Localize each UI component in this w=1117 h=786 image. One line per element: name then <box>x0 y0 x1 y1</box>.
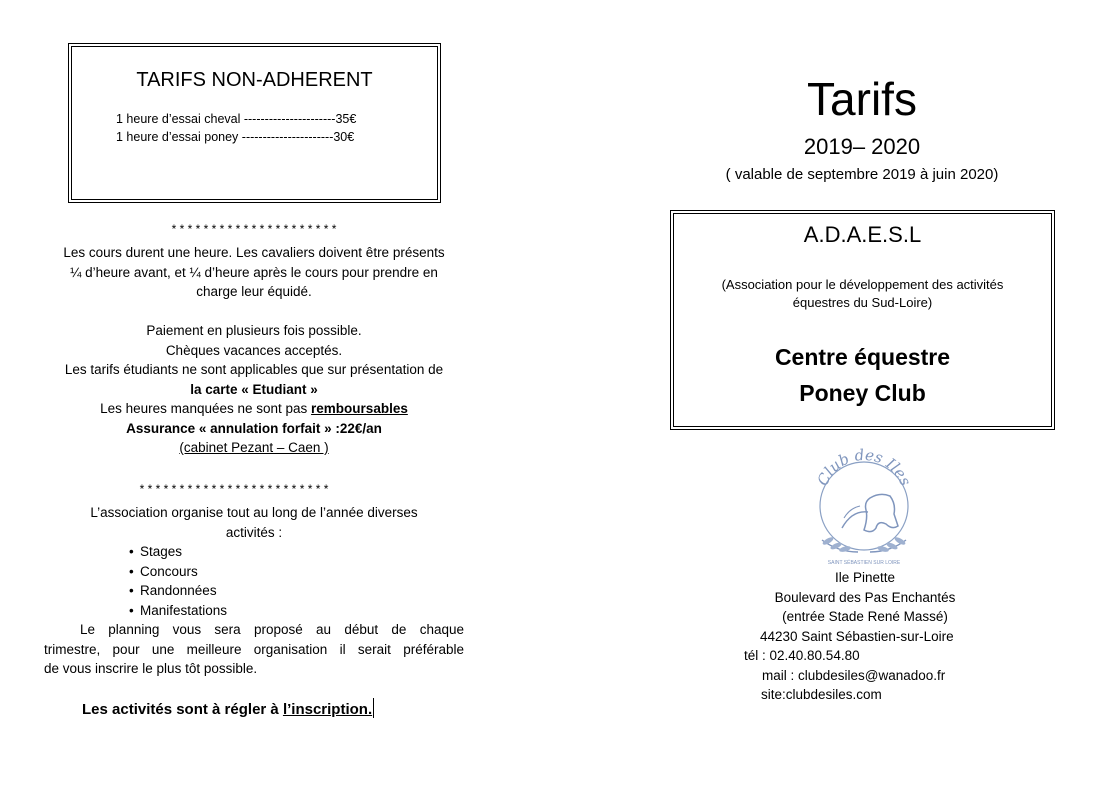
center-line: Poney Club <box>799 380 926 406</box>
rules-line: Les cours durent une heure. Les cavaliers doivent être présents <box>63 245 445 260</box>
planning-note <box>44 620 464 679</box>
payment-note: Paiement en plusieurs fois possible. <box>146 323 362 338</box>
price-row-dashes: ---------------------- <box>241 130 334 144</box>
student-note: Les tarifs étudiants ne sont applicables que sur présentation de <box>64 362 444 377</box>
student-card-note: la carte « Etudiant » <box>190 381 318 397</box>
planning-line: trimestre, pour une meilleure organisation il serait préférable <box>44 641 464 657</box>
activity-item: • Manifestations <box>140 601 227 621</box>
insurance-note: Assurance « annulation forfait » :22€/an <box>126 420 382 436</box>
rules-line: ¼ d’heure avant, et ¼ d’heure après le cours pour prendre en <box>70 264 438 280</box>
non-member-price-box <box>71 46 438 200</box>
price-row-label: 1 heure d’essai cheval <box>116 112 244 126</box>
missed-hours-text: Les heures manquées ne sont pas <box>100 401 312 416</box>
price-row-dashes: ---------------------- <box>243 112 336 126</box>
registration-payment-text: Les activités sont à régler à <box>82 701 283 718</box>
activities-intro-line: activités : <box>225 524 283 540</box>
price-row-value: 30€ <box>333 130 355 144</box>
contact-city: 44230 Saint Sébastien-sur-Loire <box>760 628 954 644</box>
association-box <box>673 213 1052 427</box>
insurer-note: (cabinet Pezant – Caen ) <box>179 440 329 455</box>
contact-entrance: (entrée Stade René Massé) <box>782 609 948 624</box>
season-label: 2019– 2020 <box>803 134 921 159</box>
registration-payment-emphasis: l’inscription. <box>282 701 373 718</box>
price-row-label: 1 heure d’essai poney <box>116 130 242 144</box>
non-member-price-list <box>116 110 406 146</box>
association-acronym: A.D.A.E.S.L <box>803 222 922 247</box>
planning-line: de vous inscrire le plus tôt possible. <box>44 661 258 676</box>
contact-mail: mail : clubdesiles@wanadoo.fr <box>762 667 946 683</box>
contact-place: Ile Pinette <box>834 570 896 585</box>
rules-section <box>34 243 474 458</box>
registration-payment-note <box>82 698 374 718</box>
svg-text:Club des Iles <box>813 448 914 489</box>
contact-site: site:clubdesiles.com <box>761 687 882 702</box>
center-line: Centre équestre <box>774 344 951 370</box>
equestrian-center-title <box>674 339 1051 411</box>
club-logo-graphic <box>808 448 918 568</box>
missed-hours-note <box>34 399 474 419</box>
activities-intro-line: L’association organise tout au long de l’année diverses <box>90 505 418 520</box>
price-row-horse <box>116 110 406 128</box>
rules-line: charge leur équidé. <box>196 284 312 299</box>
non-member-title: TARIFS NON-ADHERENT <box>136 69 373 91</box>
contact-phone: tél : 02.40.80.54.80 <box>744 648 860 663</box>
planning-line: Le planning vous sera proposé au début de chaque <box>80 622 464 637</box>
validity-note: ( valable de septembre 2019 à juin 2020) <box>725 166 999 183</box>
separator-stars: * * * * * * * * * * * * * * * * * * * * * * * * <box>139 482 329 496</box>
club-logo <box>808 448 918 568</box>
association-name-line: équestres du Sud-Loire) <box>792 295 933 310</box>
association-name-line: (Association pour le développement des activités <box>721 277 1004 292</box>
contact-block <box>700 568 1030 705</box>
activity-item: • Randonnées <box>140 581 227 601</box>
price-row-value: 35€ <box>335 112 357 126</box>
text-cursor <box>373 698 374 718</box>
activity-item: • Concours <box>140 562 227 582</box>
separator-stars: * * * * * * * * * * * * * * * * * * * * * <box>171 222 337 236</box>
activity-item: • Stages <box>140 542 227 562</box>
missed-hours-emphasis: remboursables <box>311 401 408 416</box>
association-full-name <box>674 276 1051 312</box>
activities-list <box>140 542 227 620</box>
cheques-note: Chèques vacances acceptés. <box>165 342 343 358</box>
price-row-pony <box>116 128 406 146</box>
activities-intro <box>34 503 474 542</box>
contact-street: Boulevard des Pas Enchantés <box>774 589 956 605</box>
logo-text: Club des Iles <box>813 448 915 489</box>
logo-subtext: SAINT SÉBASTIEN SUR LOIRE <box>827 560 901 566</box>
page-title: Tarifs <box>807 73 917 125</box>
